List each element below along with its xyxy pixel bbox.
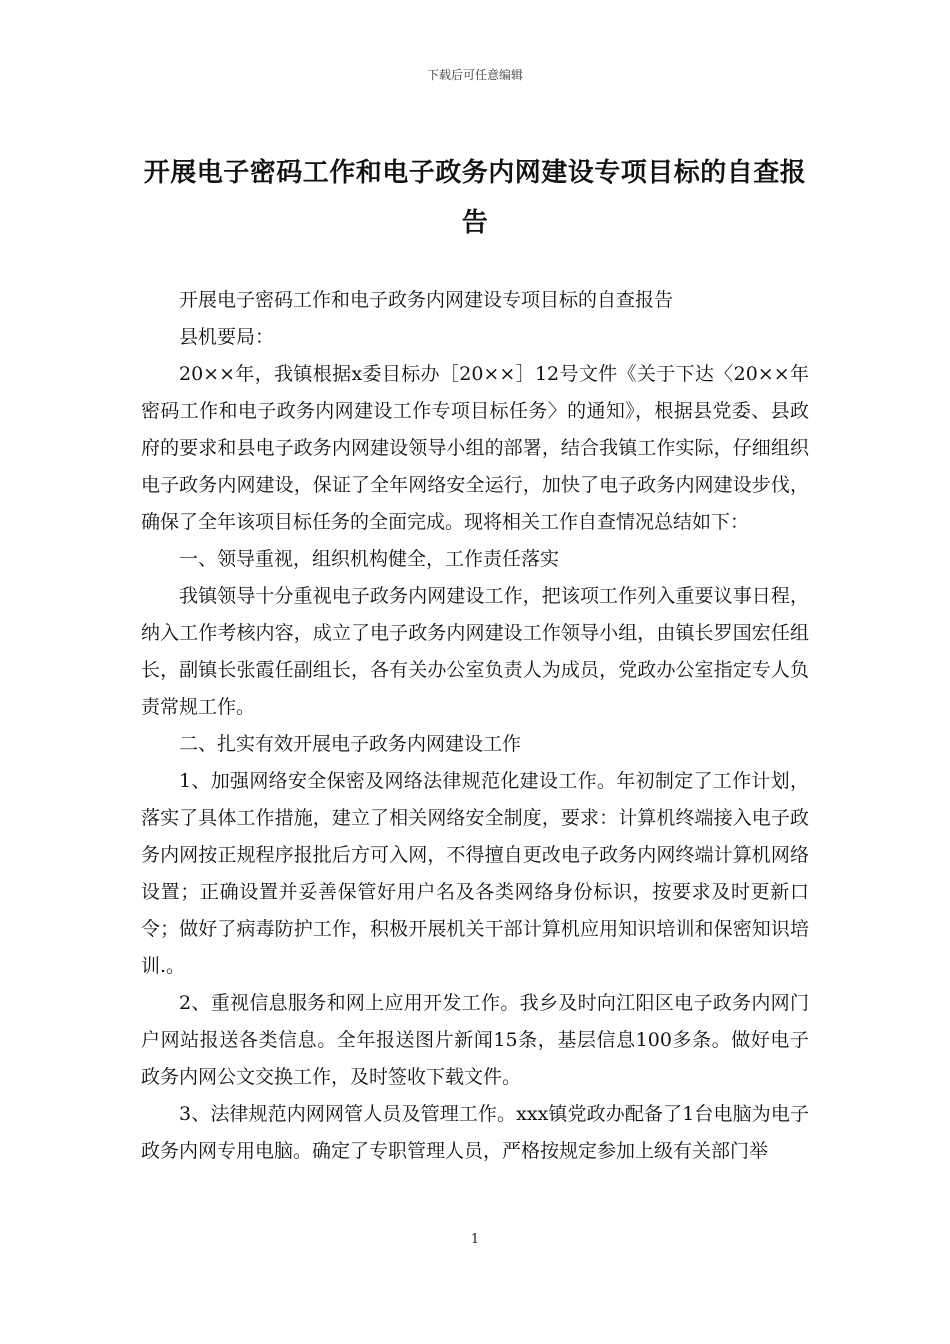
section-heading-2: 二、扎实有效开展电子政务内网建设工作 <box>179 733 522 755</box>
body-paragraph-intro: 20××年，我镇根据x委目标办［20××］12号文件《关于下达〈20××年密码工作和电子政务内网建设工作专项目标任务〉的通知》，根据县党委、县政府的要求和县电子政务内网建设领导小组的部署，结合我镇工作实际，仔细组织电子政务内网建设，保证了全年网络安全运行，加快了电子政务内网建设步伐，确保了全年该项目标任务的全面完成。现将相关工作自查情况总结如下： <box>141 363 809 533</box>
body-paragraph-item-3: 3、法律规范内网网管人员及管理工作。xxx镇党政办配备了1台电脑为电子政务内网专用电脑。确定了专职管理人员，严格按规定参加上级有关部门举 <box>141 1103 809 1162</box>
body-paragraph-title-repeat: 开展电子密码工作和电子政务内网建设专项目标的自查报告 <box>179 289 674 311</box>
body-paragraph-leadership: 我镇领导十分重视电子政务内网建设工作，把该项工作列入重要议事日程，纳入工作考核内容，成立了电子政务内网建设工作领导小组，由镇长罗国宏任组长，副镇长张霞任副组长，各有关办公室负责人为成员，党政办公室指定专人负责常规工作。 <box>141 585 809 718</box>
document-title: 开展电子密码工作和电子政务内网建设专项目标的自查报告 <box>143 158 807 238</box>
page-header-note: 下载后可任意编辑 <box>426 68 523 82</box>
body-paragraph-salutation: 县机要局： <box>179 326 275 348</box>
page-number: 1 <box>470 1232 480 1247</box>
body-paragraph-item-1: 1、加强网络安全保密及网络法律规范化建设工作。年初制定了工作计划，落实了具体工作措施，建立了相关网络安全制度，要求：计算机终端接入电子政务内网按正规程序报批后方可入网，不得擅自更改电子政务内网终端计算机网络设置；正确设置并妥善保管好用户名及各类网络身份标识，按要求及时更新口令；做好了病毒防护工作，积极开展机关干部计算机应用知识培训和保密知识培训.。 <box>141 770 809 977</box>
body-paragraph-item-2: 2、重视信息服务和网上应用开发工作。我乡及时向江阳区电子政务内网门户网站报送各类信息。全年报送图片新闻15条，基层信息100多条。做好电子政务内网公文交换工作，及时签收下载文件。 <box>141 992 809 1088</box>
document-body <box>141 282 809 1170</box>
section-heading-1: 一、领导重视，组织机构健全，工作责任落实 <box>179 548 560 570</box>
